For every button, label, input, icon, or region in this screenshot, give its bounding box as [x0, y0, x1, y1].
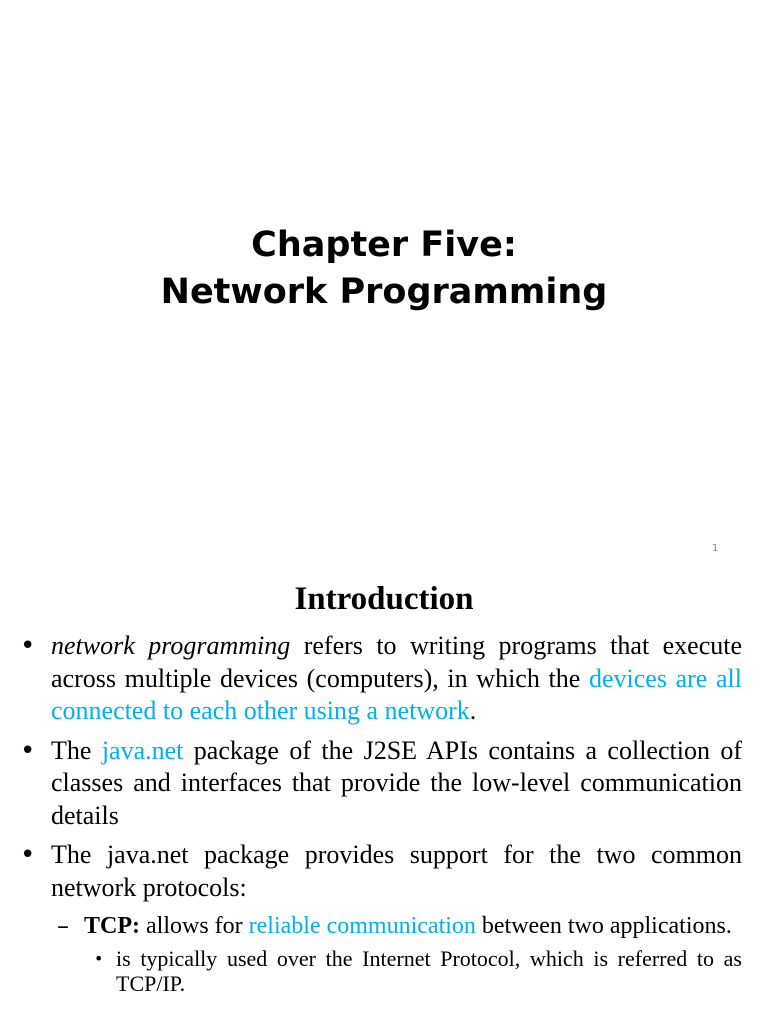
bullet-item	[20, 735, 742, 833]
sub-bullet-item	[57, 911, 742, 942]
sub-sub-bullet-text: is typically used over the Internet Protocol, which is referred to as TCP/IP.	[116, 945, 742, 996]
italic-term: network programming	[51, 631, 291, 660]
bullet-marker: •	[20, 735, 36, 766]
bullet-text-end: package of the J2SE APIs contains a collection of classes and interfaces that provide the low-level communication details	[51, 735, 742, 830]
bullet-text: The	[51, 735, 102, 765]
sub-bullet-text-end: between two applications.	[475, 913, 732, 939]
bullet-marker: •	[20, 840, 36, 870]
bullet-text: refers to writing programs that execute across multiple devices (computers), in which the	[51, 631, 743, 693]
highlighted-text: devices are all connected to each other using a network	[51, 663, 743, 725]
bullet-marker: •	[20, 631, 36, 661]
dash-marker: –	[57, 912, 69, 940]
bullet-item	[20, 839, 742, 904]
title-line-1: Chapter Five:	[251, 225, 517, 265]
slide-content	[0, 630, 768, 996]
title-line-2: Network Programming	[160, 272, 608, 312]
highlighted-text: reliable communication	[248, 913, 476, 939]
bullet-marker: •	[94, 948, 104, 968]
page-number: 1	[712, 543, 719, 554]
sub-sub-bullet-item	[94, 945, 742, 996]
introduction-slide	[0, 576, 768, 1024]
bullet-item	[20, 630, 743, 728]
highlighted-text: java.net	[101, 735, 184, 765]
slide-heading: Introduction	[294, 581, 474, 617]
sub-bullet-text: allows for	[140, 913, 249, 939]
bullet-text-end: .	[469, 696, 477, 725]
slide-title	[0, 222, 768, 316]
bullet-text: The java.net package provides support for the two common network protocols:	[51, 840, 742, 902]
bold-term: TCP:	[84, 913, 140, 939]
